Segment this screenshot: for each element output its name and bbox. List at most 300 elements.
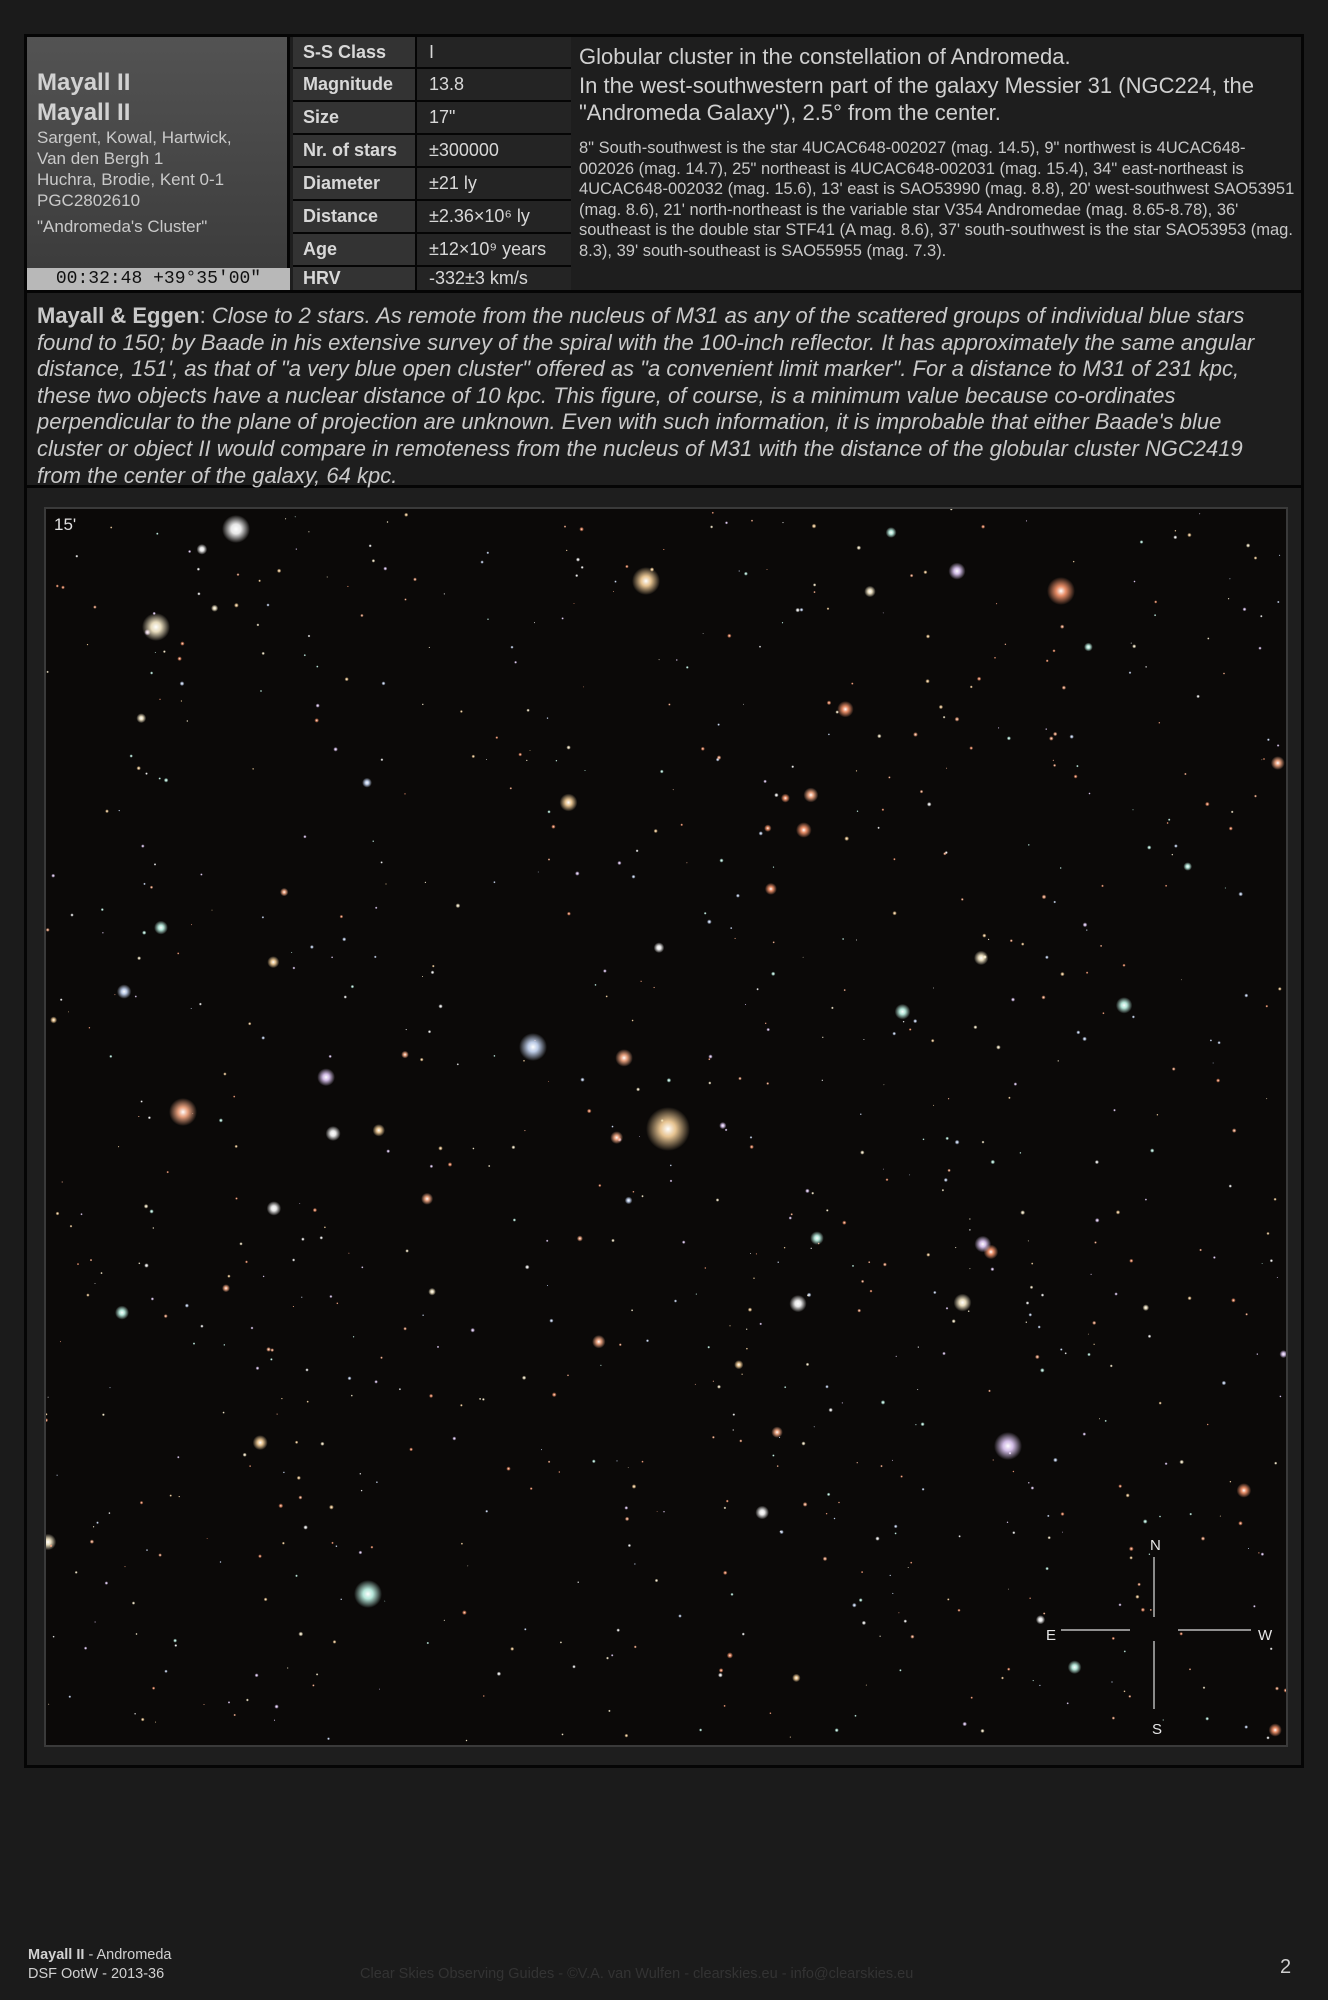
star: [60, 1341, 61, 1342]
star: [584, 770, 585, 771]
star: [1060, 1348, 1063, 1351]
star: [1110, 1364, 1113, 1367]
object-header: [27, 37, 1301, 293]
star: [1210, 1039, 1212, 1041]
star: [235, 1145, 238, 1148]
star: [1270, 1647, 1273, 1650]
star: [892, 1460, 893, 1461]
star: [606, 1657, 609, 1660]
star: [220, 1561, 222, 1563]
star: [933, 987, 934, 988]
star: [1039, 1685, 1041, 1687]
star: [150, 886, 153, 889]
star: [316, 1673, 319, 1676]
star: [1114, 1292, 1117, 1295]
star: [576, 558, 580, 562]
bright-star: [142, 613, 170, 641]
star: [1026, 1301, 1030, 1305]
star: [719, 1122, 726, 1129]
star: [274, 1704, 278, 1708]
star: [1092, 1321, 1096, 1325]
star: [1189, 1513, 1192, 1516]
star: [856, 939, 857, 940]
star: [281, 1398, 283, 1400]
star: [1203, 1686, 1206, 1689]
star: [734, 938, 736, 940]
star: [977, 677, 981, 681]
object-sheet: [24, 34, 1304, 1768]
star: [295, 1441, 298, 1444]
star: [361, 1490, 363, 1492]
star: [917, 1389, 918, 1390]
star: [1095, 1160, 1099, 1164]
star: [707, 1346, 710, 1349]
star: [716, 1198, 720, 1202]
star: [1277, 744, 1280, 747]
star: [493, 881, 495, 883]
star: [727, 634, 731, 638]
star: [308, 531, 310, 533]
star: [831, 1007, 834, 1010]
star: [534, 622, 535, 623]
star: [370, 1546, 373, 1549]
star: [583, 686, 584, 687]
star: [882, 808, 885, 811]
star: [186, 720, 188, 722]
star: [303, 835, 306, 838]
star: [592, 1459, 596, 1463]
star: [789, 1216, 792, 1219]
star: [495, 736, 498, 739]
stat-value: 17": [417, 102, 571, 133]
star: [197, 592, 200, 595]
star: [223, 1344, 225, 1346]
star: [860, 1150, 864, 1154]
star: [1113, 1109, 1116, 1112]
star: [1159, 1402, 1162, 1405]
star: [87, 644, 89, 646]
star: [750, 1136, 753, 1139]
star: [1060, 625, 1064, 629]
star: [188, 550, 191, 553]
star: [1094, 1241, 1097, 1244]
star: [267, 956, 279, 968]
star: [1168, 818, 1171, 821]
star: [207, 1538, 208, 1539]
star: [422, 976, 423, 977]
star: [1261, 1552, 1265, 1556]
star: [784, 1386, 786, 1388]
star: [947, 1598, 950, 1601]
star: [56, 1212, 60, 1216]
star: [158, 1553, 162, 1557]
stat-value: I: [417, 37, 571, 67]
star: [303, 1525, 308, 1530]
star: [488, 1165, 490, 1167]
star: [981, 525, 985, 529]
star: [913, 732, 918, 737]
star: [628, 1467, 629, 1468]
star: [1248, 1548, 1249, 1549]
star: [613, 591, 614, 592]
star: [140, 1100, 143, 1103]
star: [704, 912, 707, 915]
star: [866, 1684, 867, 1685]
bright-star: [1047, 577, 1075, 605]
star: [759, 1323, 762, 1326]
star: [717, 723, 720, 726]
star: [703, 633, 704, 634]
star: [1102, 1012, 1104, 1014]
star: [923, 570, 927, 574]
star: [1216, 1078, 1220, 1082]
star: [725, 521, 728, 524]
star: [1031, 1262, 1033, 1264]
star: [741, 1373, 743, 1375]
star: [248, 1022, 251, 1025]
star: [316, 704, 320, 708]
star: [1093, 1343, 1095, 1345]
star: [110, 526, 112, 528]
star: [90, 1259, 93, 1262]
star: [235, 1197, 238, 1200]
star: [572, 1665, 576, 1669]
stat-value: ±2.36×10⁶ ly: [417, 201, 571, 232]
star: [374, 956, 377, 959]
star: [667, 1078, 672, 1083]
star: [260, 690, 262, 692]
star: [765, 1022, 767, 1024]
star: [511, 1145, 515, 1149]
star: [1084, 643, 1093, 652]
star: [359, 1551, 363, 1555]
star: [603, 969, 607, 973]
star: [548, 1461, 551, 1464]
star: [791, 765, 794, 768]
star: [1118, 1484, 1122, 1488]
star: [1275, 1687, 1279, 1691]
star: [723, 1571, 727, 1575]
star: [547, 1285, 548, 1286]
star: [895, 1004, 911, 1020]
star: [399, 1388, 401, 1390]
star: [992, 1459, 994, 1461]
star: [922, 1138, 924, 1140]
star: [141, 844, 145, 848]
star: [886, 1178, 889, 1181]
star: [1145, 1198, 1147, 1200]
star: [333, 747, 338, 752]
stat-row-diameter: [293, 168, 571, 201]
star: [295, 1574, 298, 1577]
star: [312, 1684, 315, 1687]
star: [1189, 1668, 1191, 1670]
star: [555, 760, 557, 762]
star: [636, 849, 639, 852]
star: [1207, 1424, 1209, 1426]
star: [1183, 862, 1192, 871]
star: [115, 1306, 129, 1320]
star: [1279, 1395, 1281, 1397]
star: [1229, 1481, 1231, 1483]
star: [970, 1696, 973, 1699]
star: [277, 569, 281, 573]
star: [379, 1689, 380, 1690]
star: [1090, 1274, 1092, 1276]
star: [149, 1209, 153, 1213]
star: [1231, 1298, 1236, 1303]
star: [1179, 1632, 1183, 1636]
star: [228, 1701, 231, 1704]
star: [898, 1612, 899, 1613]
star: [827, 1493, 831, 1497]
star: [800, 608, 804, 612]
star: [203, 1704, 204, 1705]
star: [724, 1507, 727, 1510]
star: [258, 579, 261, 582]
star: [1231, 811, 1234, 814]
star: [704, 1267, 706, 1269]
star: [404, 598, 407, 601]
star: [143, 883, 146, 886]
star: [320, 1236, 324, 1240]
compass-east: E: [1046, 1627, 1057, 1644]
star: [256, 1366, 260, 1370]
star: [56, 1474, 58, 1476]
star: [298, 1632, 303, 1637]
star: [1184, 773, 1187, 776]
star: [1088, 792, 1090, 794]
star: [270, 1358, 273, 1361]
stat-label: Magnitude: [293, 69, 417, 100]
star: [472, 1147, 474, 1149]
star: [61, 1181, 63, 1183]
star: [173, 1639, 177, 1643]
star: [957, 1609, 960, 1612]
star: [486, 551, 489, 554]
star: [314, 718, 319, 723]
star: [567, 1374, 569, 1376]
bright-star: [994, 1432, 1022, 1460]
star: [291, 952, 292, 953]
star: [1132, 1015, 1135, 1018]
star: [523, 1060, 525, 1062]
star: [1008, 1589, 1009, 1590]
stat-row-class: [293, 37, 571, 69]
star: [742, 1633, 745, 1636]
star-field: [46, 509, 1286, 1745]
star: [837, 701, 853, 717]
stat-label: Distance: [293, 201, 417, 232]
bright-star: [222, 515, 250, 543]
star: [1238, 892, 1243, 897]
star: [1045, 728, 1047, 730]
star: [561, 1733, 563, 1735]
star: [138, 1116, 140, 1118]
star: [266, 1347, 271, 1352]
star: [335, 1545, 337, 1547]
star: [616, 1460, 618, 1462]
star: [185, 1304, 189, 1308]
star: [1258, 1552, 1260, 1554]
star: [380, 758, 383, 761]
stat-label: Age: [293, 234, 417, 265]
star: [336, 1302, 338, 1304]
star: [134, 1713, 136, 1715]
star: [946, 768, 947, 769]
star: [782, 622, 784, 624]
star: [734, 1360, 743, 1369]
star: [852, 1603, 857, 1608]
star: [166, 1171, 169, 1174]
star: [118, 1146, 120, 1148]
star: [101, 908, 104, 911]
footer-series: DSF OotW - 2013-36: [28, 1966, 165, 1982]
star: [852, 1265, 854, 1267]
star: [608, 1710, 611, 1713]
star: [1004, 643, 1006, 645]
star: [1021, 942, 1024, 945]
star: [632, 875, 636, 879]
star: [1129, 1259, 1133, 1263]
star: [479, 1398, 481, 1400]
star: [329, 1295, 332, 1298]
star: [324, 1226, 326, 1228]
star: [646, 1339, 649, 1342]
star: [926, 1253, 930, 1257]
star: [1067, 1702, 1069, 1704]
star: [276, 1413, 278, 1415]
star: [625, 1517, 629, 1521]
star: [1065, 1352, 1067, 1354]
star: [1266, 1098, 1267, 1099]
star: [310, 945, 314, 949]
star: [739, 1439, 742, 1442]
star: [969, 1229, 971, 1231]
star: [673, 789, 674, 790]
star: [518, 753, 522, 757]
star: [1131, 642, 1132, 643]
star: [968, 1310, 970, 1312]
star: [1174, 844, 1178, 848]
star: [1199, 513, 1200, 514]
star: [736, 894, 740, 898]
star: [546, 1240, 549, 1243]
star: [124, 1566, 125, 1567]
star: [1011, 998, 1015, 1002]
star: [744, 572, 748, 576]
star: [617, 861, 621, 865]
star: [456, 903, 461, 908]
catalog-aliases: [37, 127, 232, 211]
star: [1262, 1263, 1263, 1264]
star: [1052, 649, 1055, 652]
star: [1001, 1677, 1004, 1680]
footer-title: Mayall II: [28, 1947, 85, 1963]
star: [237, 573, 240, 576]
star: [1213, 1062, 1214, 1063]
star: [857, 546, 862, 551]
star: [893, 858, 896, 861]
star: [60, 998, 63, 1001]
star: [525, 1265, 530, 1270]
star: [969, 1268, 970, 1269]
star: [1150, 1148, 1154, 1152]
star: [262, 652, 265, 655]
star: [614, 580, 617, 583]
star: [200, 873, 203, 876]
star: [861, 1571, 863, 1573]
star: [880, 1465, 883, 1468]
star: [1271, 756, 1285, 770]
star: [327, 1737, 330, 1740]
star: [708, 1058, 710, 1060]
star: [197, 568, 200, 571]
star: [883, 1084, 884, 1085]
star: [1008, 1097, 1011, 1100]
historical-note: [27, 296, 1301, 488]
nickname: "Andromeda's Cluster": [37, 217, 208, 236]
star: [920, 790, 924, 794]
star: [246, 1699, 249, 1702]
star: [1028, 844, 1030, 846]
star: [549, 1319, 553, 1323]
star: [943, 716, 946, 719]
star: [420, 1058, 424, 1062]
star: [1228, 598, 1230, 600]
star: [1043, 1612, 1046, 1615]
star: [222, 1411, 224, 1413]
description: [579, 43, 1297, 261]
star: [526, 760, 528, 762]
star: [875, 1536, 879, 1540]
star: [506, 1467, 510, 1471]
star: [340, 915, 344, 919]
star: [169, 1494, 172, 1497]
star: [658, 659, 659, 660]
star: [181, 700, 183, 702]
star: [1188, 1296, 1192, 1300]
star: [1220, 1515, 1221, 1516]
star: [955, 717, 960, 722]
star: [1053, 732, 1057, 736]
star: [838, 1502, 840, 1504]
star: [130, 754, 133, 757]
star: [842, 1221, 846, 1225]
star: [943, 852, 946, 855]
star: [766, 1028, 770, 1032]
star: [1232, 1128, 1237, 1133]
star: [909, 1028, 912, 1031]
star: [108, 1512, 110, 1514]
compass-north: N: [1150, 1537, 1161, 1554]
star: [654, 942, 665, 953]
star: [763, 780, 767, 784]
star: [625, 1734, 629, 1738]
star: [88, 1027, 90, 1029]
star: [577, 1236, 583, 1242]
star: [1073, 561, 1075, 563]
star: [892, 1032, 896, 1036]
star: [738, 1077, 742, 1081]
star: [755, 1506, 769, 1520]
star: [926, 634, 930, 638]
star: [1238, 1521, 1243, 1526]
star: [810, 1247, 812, 1249]
star: [526, 709, 529, 712]
star: [50, 1017, 57, 1024]
star: [1266, 1736, 1269, 1739]
